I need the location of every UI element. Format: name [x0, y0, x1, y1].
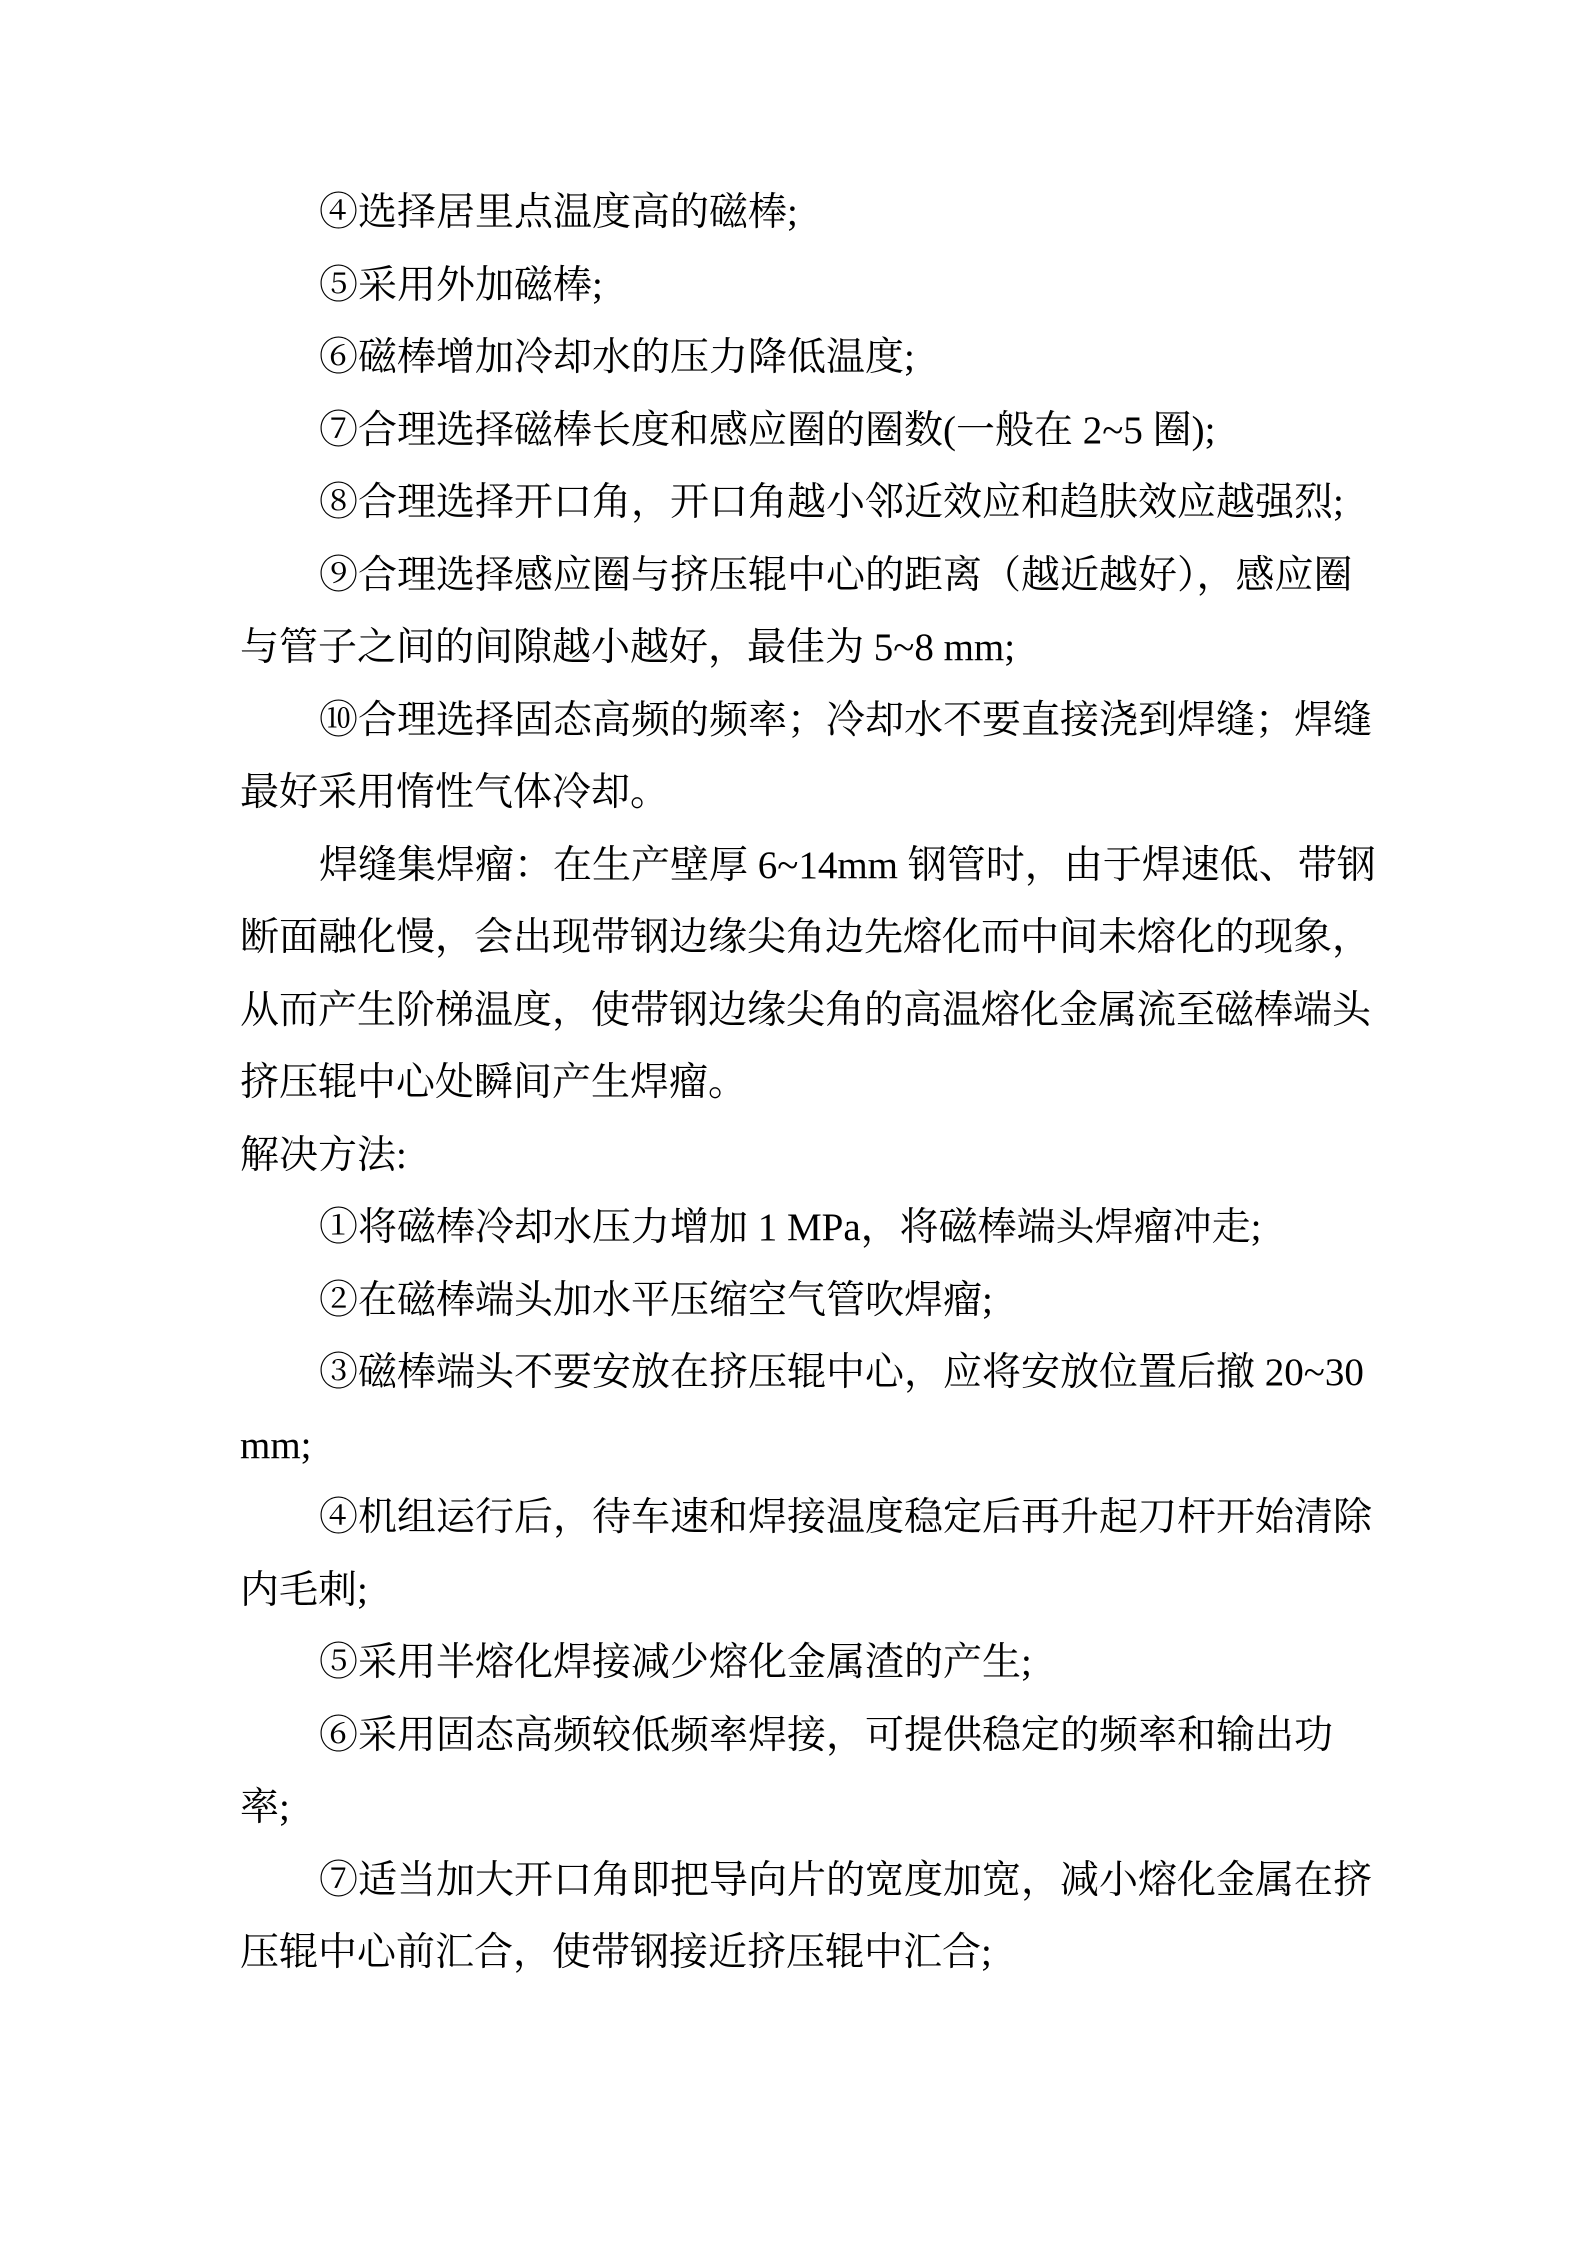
text-line: 从而产生阶梯温度，使带钢边缘尖角的高温熔化金属流至磁棒端头	[240, 988, 1372, 1032]
text-line: ①将磁棒冷却水压力增加 1 MPa，将磁棒端头焊瘤冲走;	[319, 1206, 1262, 1249]
text-line: 挤压辊中心处瞬间产生焊瘤。	[240, 1061, 748, 1104]
text-line: ④选择居里点温度高的磁棒;	[319, 191, 798, 234]
text-line: 率;	[240, 1786, 290, 1829]
text-line: ⑥采用固态高频较低频率焊接，可提供稳定的频率和输出功	[319, 1713, 1334, 1757]
text-line: ⑩合理选择固态高频的频率；冷却水不要直接浇到焊缝；焊缝	[319, 698, 1373, 742]
text-line: ⑥磁棒增加冷却水的压力降低温度;	[319, 336, 915, 379]
text-line: 与管子之间的间隙越小越好，最佳为 5~8 mm;	[240, 626, 1016, 669]
text-line: 压辊中心前汇合，使带钢接近挤压辊中汇合;	[240, 1931, 992, 1974]
text-line: 解决方法:	[240, 1133, 407, 1177]
text-line: 焊缝集焊瘤：在生产壁厚 6~14mm 钢管时，由于焊速低、带钢	[319, 843, 1376, 887]
text-line: 最好采用惰性气体冷却。	[240, 771, 670, 814]
text-line: ⑦合理选择磁棒长度和感应圈的圈数(一般在 2~5 圈);	[319, 408, 1216, 452]
text-line: 内毛刺;	[240, 1568, 368, 1612]
text-line: ⑤采用半熔化焊接减少熔化金属渣的产生;	[319, 1641, 1032, 1684]
text-line: 断面融化慢，会出现带钢边缘尖角边先熔化而中间未熔化的现象，	[240, 916, 1372, 959]
text-line: ②在磁棒端头加水平压缩空气管吹焊瘤;	[319, 1278, 993, 1322]
text-line: ④机组运行后，待车速和焊接温度稳定后再升起刀杆开始清除	[319, 1496, 1373, 1539]
document-body	[240, 177, 1455, 1990]
text-line: ⑧合理选择开口角，开口角越小邻近效应和趋肤效应越强烈;	[319, 481, 1344, 524]
text-line: ③磁棒端头不要安放在挤压辊中心，应将安放位置后撤 20~30	[319, 1351, 1364, 1394]
text-line: ⑨合理选择感应圈与挤压辊中心的距离（越近越好），感应圈	[319, 553, 1353, 597]
text-line: ⑤采用外加磁棒;	[319, 263, 603, 307]
text-line: mm;	[240, 1423, 312, 1467]
text-line: ⑦适当加大开口角即把导向片的宽度加宽，减小熔化金属在挤	[319, 1858, 1373, 1902]
